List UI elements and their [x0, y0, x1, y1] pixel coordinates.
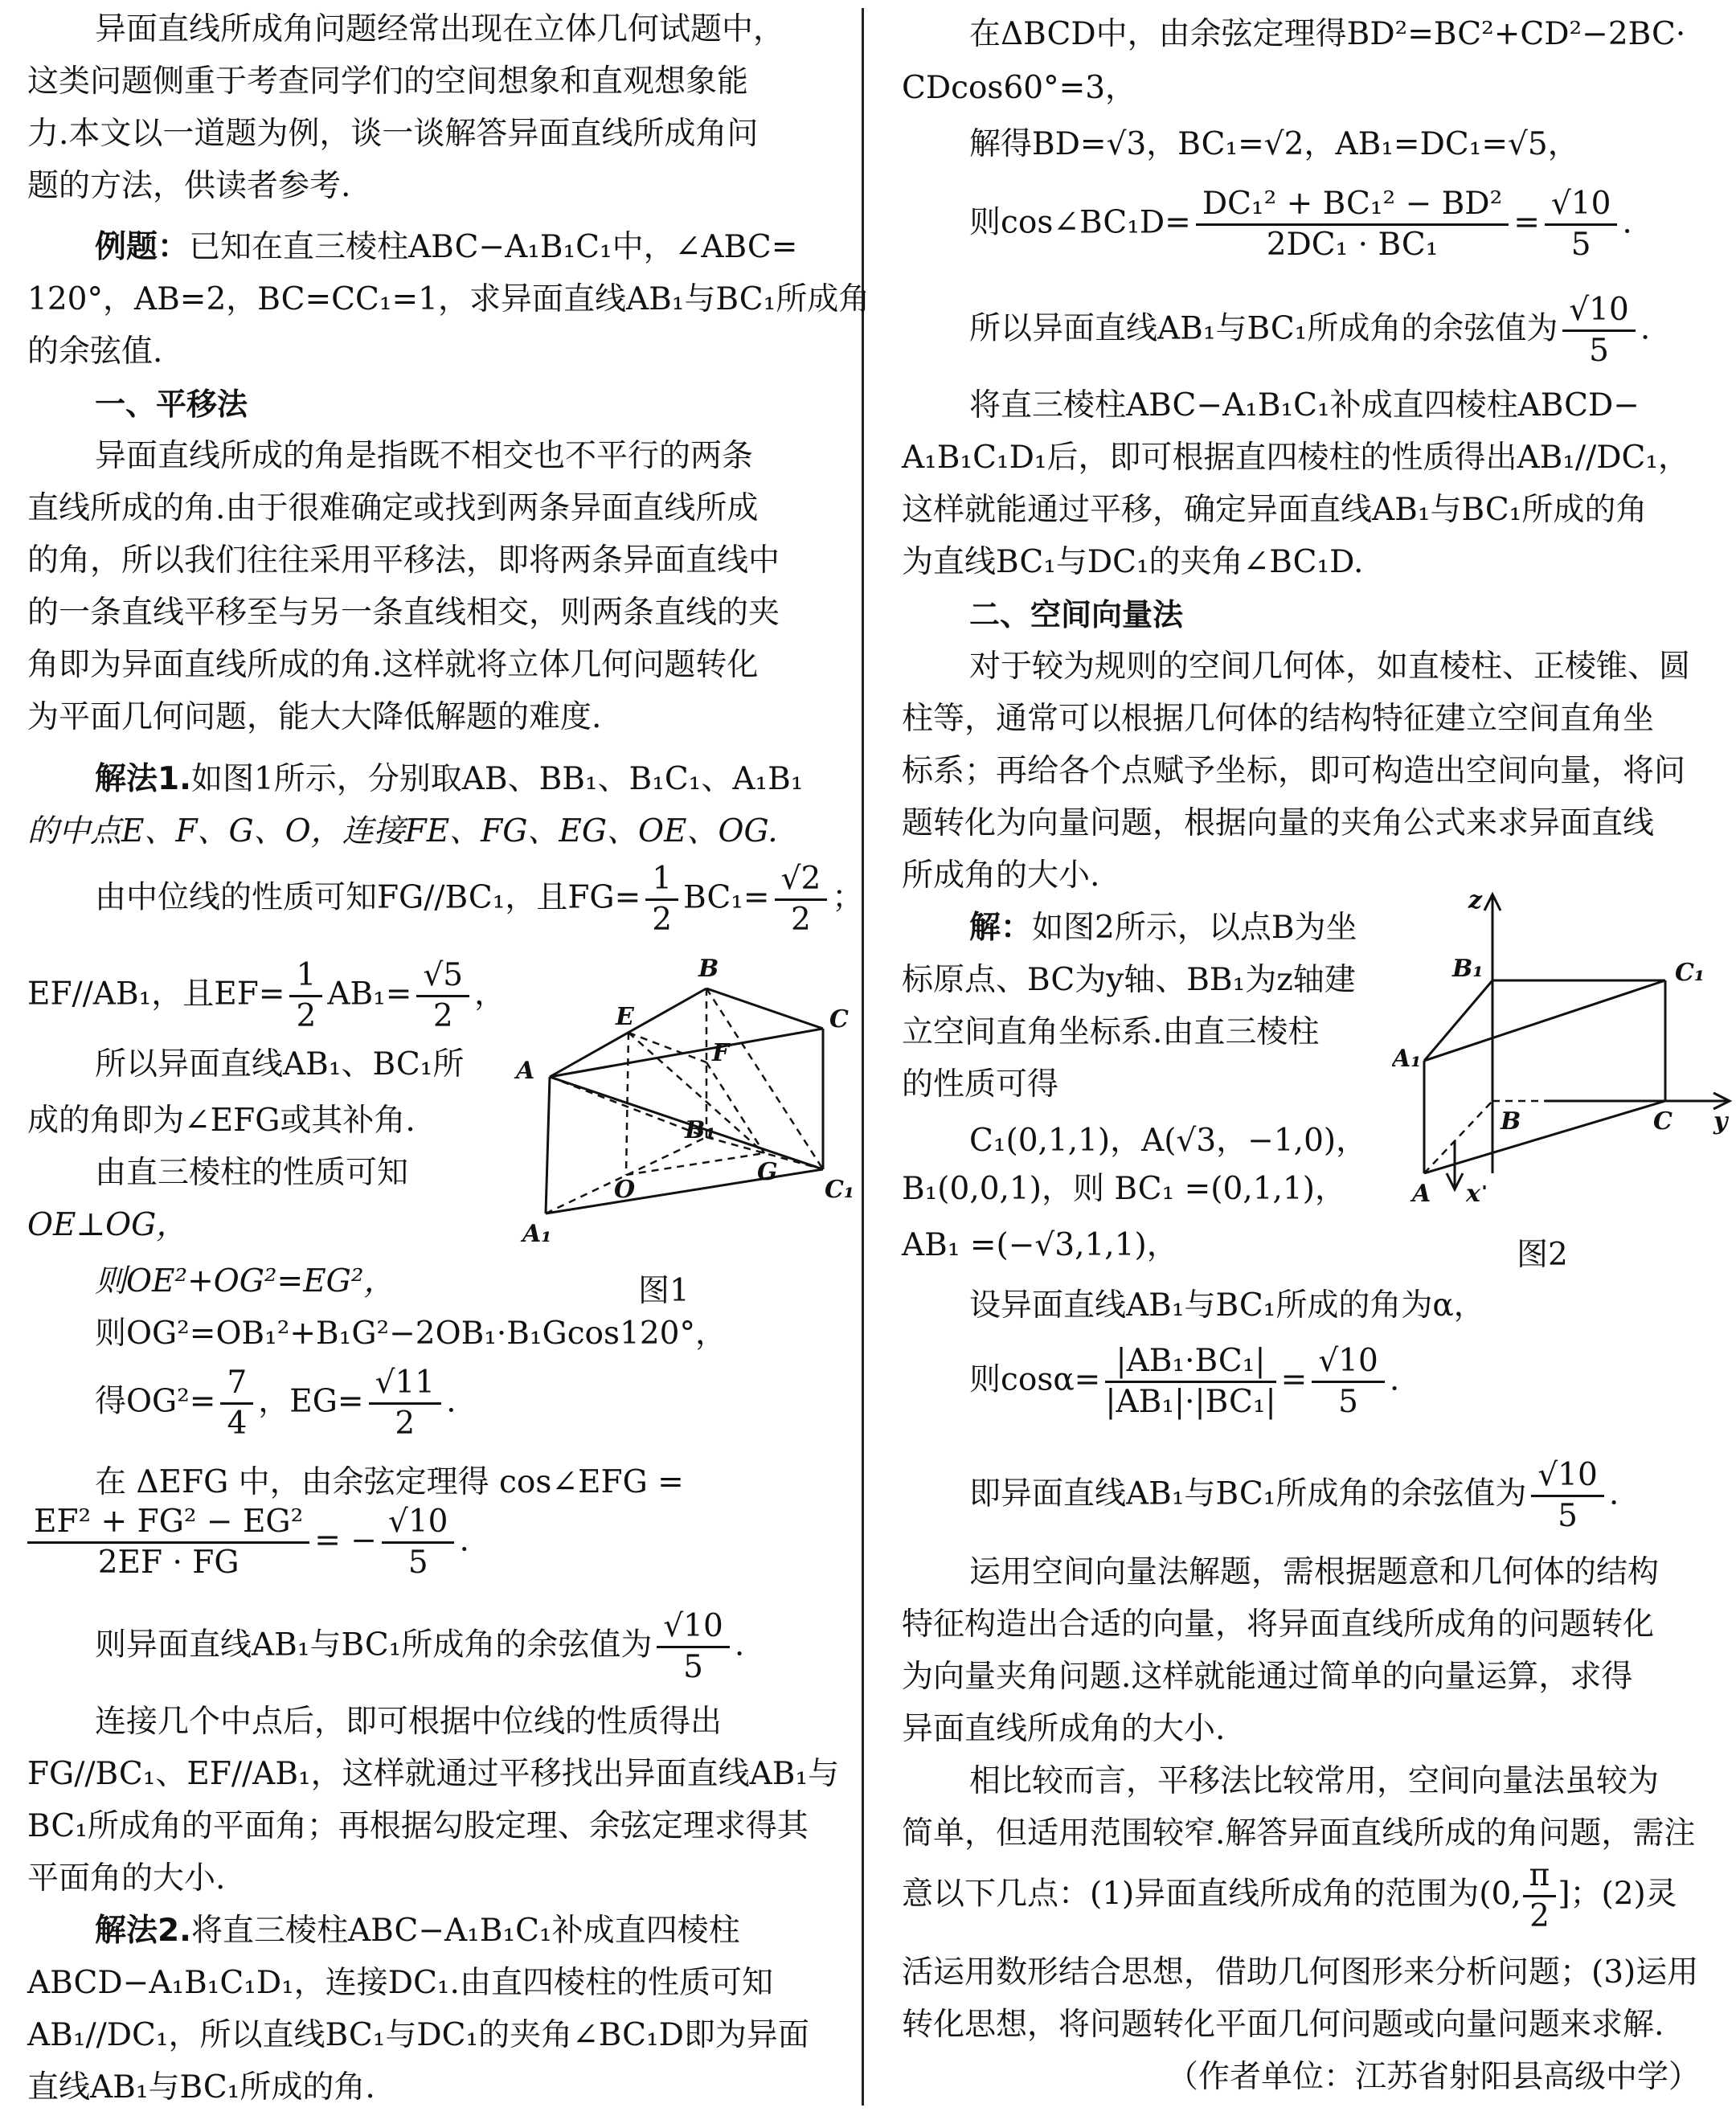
sec1-line-6: 为平面几何问题，能大大降低解题的难度. [27, 699, 602, 735]
math-text: . [1608, 1475, 1619, 1512]
solution1-label: 解法1. [95, 761, 191, 797]
figure-1-prism [510, 956, 863, 1262]
fraction [1523, 1856, 1557, 1936]
edge-aa1 [546, 1077, 550, 1213]
math-line-range [902, 1856, 1677, 1936]
math-text: . [734, 1627, 745, 1664]
math-text: . [446, 1383, 457, 1420]
math-line-answer1 [95, 1607, 744, 1687]
p3-line-2: 特征构造出合适的向量，将异面直线所成角的问题转化 [902, 1606, 1655, 1643]
figure-2-caption: 图2 [1517, 1237, 1568, 1273]
sec2-line-1: 对于较为规则的空间几何体，如直棱柱、正棱锥、圆 [969, 649, 1691, 685]
solution3-line-1 [969, 908, 1357, 948]
r1-line: 在ΔBCD中，由余弦定理得BD²=BC²+CD²−2BC· [969, 16, 1686, 52]
numerator: √10 [1562, 291, 1635, 332]
numerator: |AB₁·BC₁| [1105, 1342, 1275, 1383]
segment-ef [628, 1033, 706, 1062]
solution2-text-1: 将直三棱柱ABC−A₁B₁C₁补成直四棱柱 [190, 1913, 740, 1949]
p1-line-1: 连接几个中点后，即可根据中位线的性质得出 [95, 1704, 723, 1740]
denominator: 5 [1589, 333, 1609, 369]
p3-line-4: 异面直线所成角的大小. [902, 1711, 1226, 1747]
fraction [657, 1607, 729, 1687]
edge-ac [1424, 1101, 1665, 1173]
math-text: . [459, 1522, 469, 1559]
example-text-1: 已知在直三棱柱ABC−A₁B₁C₁中，∠ABC= [189, 229, 798, 265]
sec2-line-4: 题转化为向量问题，根据向量的夹角公式来求异面直线 [902, 805, 1655, 841]
math-text: . [1640, 310, 1651, 347]
figure-2-coordinate-prism [1392, 888, 1736, 1209]
math-line-cos-efg [27, 1503, 469, 1582]
fig1-label-b1: B₁ [685, 1116, 716, 1144]
math-text: BC₁= [683, 879, 770, 916]
sec2-line-5: 所成角的大小. [902, 857, 1100, 894]
math-line-og [95, 1364, 456, 1443]
edge-a1c1 [546, 1169, 823, 1213]
intro-line-4: 题的方法，供读者参考. [27, 168, 351, 204]
numerator: π [1523, 1856, 1557, 1897]
numerator: √11 [369, 1364, 441, 1405]
intro-line-2: 这类问题侧重于考查同学们的空间想象和直观想象能 [27, 63, 749, 100]
fig1-label-e: E [616, 1003, 634, 1031]
s2-line: 成的角即为∠EFG或其补角. [27, 1103, 416, 1139]
example-label: 例题： [95, 229, 190, 265]
fig2-label-x: x [1466, 1180, 1480, 1208]
edge-bc [706, 988, 823, 1029]
fraction [1562, 291, 1635, 370]
numerator: √2 [775, 860, 828, 901]
fraction [27, 1503, 309, 1582]
numerator: √10 [657, 1607, 729, 1648]
s6-line: 则OG²=OB₁²+B₁G²−2OB₁·B₁Gcos120°， [95, 1316, 727, 1352]
math-text: . [1389, 1361, 1400, 1398]
numerator: 7 [220, 1364, 253, 1405]
solution3-label: 解： [969, 910, 1033, 946]
fraction [416, 956, 469, 1036]
solution2-line-4: 直线AB₁与BC₁所成的角. [27, 2069, 375, 2105]
numerator: √10 [1312, 1342, 1384, 1383]
p3-line-1: 运用空间向量法解题，需根据题意和几何体的结构 [969, 1554, 1660, 1590]
p1-line-3: BC₁所成角的平面角；再根据勾股定理、余弦定理求得其 [27, 1808, 809, 1844]
example-line-1 [95, 227, 797, 268]
fraction [369, 1364, 441, 1443]
math-line-fg [95, 860, 863, 939]
p2-line-3: 这样就能通过平移，确定异面直线AB₁与BC₁所成的角 [902, 492, 1648, 528]
solution1-line-2: 的中点E、F、G、O，连接FE、FG、EG、OE、OG. [27, 813, 778, 849]
math-text: 得OG²= [95, 1383, 216, 1420]
numerator: 1 [289, 956, 322, 997]
fraction [289, 956, 322, 1036]
fraction [1105, 1342, 1275, 1422]
math-text: 意以下几点：(1)异面直线所成角的范围为(0, [902, 1876, 1521, 1913]
coord-line-1: C₁(0,1,1)，A(√3，−1,0)， [969, 1123, 1368, 1159]
math-text: EF//AB₁，且EF= [27, 976, 285, 1013]
fig1-label-a: A [516, 1057, 535, 1085]
r3-line: 解得BD=√3，BC₁=√2，AB₁=DC₁=√5， [969, 126, 1579, 162]
sec2-line-2: 柱等，通常可以根据几何体的结构特征建立空间直角坐 [902, 701, 1655, 737]
p4-line-3: 活运用数形结合思想，借助几何图形来分析问题；(3)运用 [902, 1954, 1699, 1991]
math-text: ，EG= [258, 1383, 364, 1420]
numerator: √5 [416, 956, 469, 997]
s5-line: 则OE²+OG²=EG²， [95, 1263, 395, 1299]
numerator: √10 [382, 1503, 454, 1544]
p1-line-2: FG//BC₁、EF//AB₁，这样就通过平移找出异面直线AB₁与 [27, 1756, 840, 1792]
denominator: |AB₁|·|BC₁| [1105, 1384, 1276, 1420]
fig2-label-y: y [1713, 1107, 1728, 1136]
fig1-label-f: F [712, 1039, 730, 1067]
solution2-line-2: ABCD−A₁B₁C₁D₁，连接DC₁.由直四棱柱的性质可知 [27, 1965, 773, 2001]
sec1-line-5: 角即为异面直线所成的角.这样就将立体几何问题转化 [27, 647, 759, 683]
p4-line-4: 转化思想，将问题转化平面几何问题或向量问题来求解. [902, 2007, 1664, 2043]
numerator: 1 [645, 860, 678, 901]
p2-line-4: 为直线BC₁与DC₁的夹角∠BC₁D. [902, 544, 1364, 580]
sec2-line-3: 标系；再给各个点赋予坐标，即可构造出空间向量，将问 [902, 753, 1686, 789]
r2-line: CDcos60°=3， [902, 70, 1137, 106]
math-text: = [1513, 204, 1540, 241]
math-text: 则cosα= [969, 1361, 1101, 1398]
numerator: √10 [1531, 1456, 1603, 1497]
fraction [1312, 1342, 1384, 1422]
fig1-label-g: G [757, 1158, 778, 1186]
intro-line-1: 异面直线所成角问题经常出现在立体几何试题中， [95, 11, 785, 47]
sec1-line-1: 异面直线所成的角是指既不相交也不平行的两条 [95, 438, 754, 474]
math-line-answer2 [969, 291, 1650, 370]
fraction [1545, 185, 1617, 264]
fig2-label-b1: B₁ [1452, 955, 1484, 983]
math-text: 所以异面直线AB₁与BC₁所成角的余弦值为 [969, 310, 1558, 347]
section-heading-vector: 二、空间向量法 [969, 597, 1184, 632]
math-text: 则cos∠BC₁D= [969, 204, 1191, 241]
coord-line-3: AB₁ =(−√3,1,1)， [902, 1227, 1178, 1263]
s4-line: OE⊥OG， [27, 1207, 188, 1243]
section-heading-translation: 一、平移法 [95, 387, 248, 422]
fig1-label-b: B [698, 956, 719, 983]
math-text: . [1622, 204, 1632, 241]
sec1-line-4: 的一条直线平移至与另一条直线相交，则两条直线的夹 [27, 595, 780, 631]
solution2-line-1 [95, 1911, 740, 1951]
edge-a1c1 [1424, 980, 1665, 1061]
intro-line-3: 力.本文以一道题为例，谈一谈解答异面直线所成角问 [27, 116, 759, 152]
math-line-cos-alpha [969, 1342, 1399, 1422]
example-line-2: 120°，AB=2，BC=CC₁=1，求异面直线AB₁与BC₁所成角 [27, 281, 870, 317]
math-text: ； [832, 879, 864, 916]
solution1-line-1 [95, 759, 803, 800]
fig2-label-b: B [1501, 1107, 1521, 1136]
fraction [382, 1503, 454, 1582]
r4-line: 设异面直线AB₁与BC₁所成的角为α， [969, 1287, 1485, 1324]
p1-line-4: 平面角的大小. [27, 1860, 226, 1897]
fraction [645, 860, 678, 939]
denominator: 4 [227, 1406, 248, 1442]
solution3-text-1: 如图2所示，以点B为坐 [1032, 910, 1357, 946]
numerator: DC₁² + BC₁² − BD² [1196, 185, 1509, 226]
segment-oe [626, 1033, 628, 1175]
numerator: EF² + FG² − EG² [27, 1503, 309, 1544]
numerator: √10 [1545, 185, 1617, 226]
s1-line: 所以异面直线AB₁、BC₁所 [95, 1046, 465, 1082]
fraction [775, 860, 828, 939]
fraction [220, 1364, 253, 1443]
coord-line-2: B₁(0,0,1)，则 BC₁ =(0,1,1)， [902, 1171, 1346, 1207]
solution1-text-1: 如图1所示，分别取AB、BB₁、B₁C₁、A₁B₁ [190, 761, 804, 797]
segment-og [626, 1153, 764, 1175]
fig1-label-o: O [614, 1176, 636, 1204]
fig2-label-c: C [1653, 1107, 1673, 1136]
fig2-label-a: A [1412, 1180, 1431, 1208]
math-text: AB₁= [327, 976, 412, 1013]
denominator: 5 [683, 1649, 703, 1685]
sec1-line-3: 的角，所以我们往往采用平移法，即将两条异面直线中 [27, 542, 780, 579]
author-affiliation: （作者单位：江苏省射阳县高级中学） [1167, 2059, 1701, 2095]
solution3-line-2: 标原点、BC为y轴、BB₁为z轴建 [902, 962, 1356, 998]
denominator: 2 [432, 998, 453, 1034]
fig1-label-a1: A₁ [522, 1220, 552, 1248]
solution2-line-3: AB₁//DC₁，所以直线BC₁与DC₁的夹角∠BC₁D即为异面 [27, 2017, 809, 2053]
solution3-line-4: 的性质可得 [902, 1066, 1059, 1103]
solution2-label: 解法2. [95, 1913, 191, 1949]
denominator: 2 [1529, 1898, 1550, 1934]
math-text: 由中位线的性质可知FG//BC₁，且FG= [95, 879, 641, 916]
solution3-line-3: 立空间直角坐标系.由直三棱柱 [902, 1014, 1320, 1050]
fig1-label-c: C [829, 1005, 849, 1033]
fig2-label-z: z [1468, 888, 1483, 915]
example-line-3: 的余弦值. [27, 334, 163, 370]
math-text: ， [474, 976, 506, 1013]
denominator: 5 [407, 1545, 428, 1581]
s7-line: 在 ΔEFG 中，由余弦定理得 cos∠EFG = [95, 1464, 684, 1500]
math-text: = − [314, 1522, 377, 1559]
math-text: ]；(2)灵 [1558, 1876, 1677, 1913]
fig1-label-c1: C₁ [825, 1176, 855, 1204]
sec1-line-2: 直线所成的角.由于很难确定或找到两条异面直线所成 [27, 490, 759, 526]
denominator: 2DC₁ · BC₁ [1266, 227, 1439, 263]
p4-line-2: 简单，但适用范围较窄.解答异面直线所成的角问题，需注 [902, 1815, 1696, 1852]
denominator: 2 [296, 998, 317, 1034]
fraction [1531, 1456, 1603, 1536]
denominator: 5 [1558, 1498, 1578, 1534]
denominator: 2EF · FG [97, 1545, 240, 1581]
figure-1-caption: 图1 [638, 1273, 690, 1309]
math-line-answer3 [969, 1456, 1619, 1536]
denominator: 5 [1570, 227, 1591, 263]
denominator: 5 [1338, 1384, 1358, 1420]
s3-line: 由直三棱柱的性质可知 [95, 1155, 409, 1191]
fig2-label-c1: C₁ [1675, 959, 1705, 987]
denominator: 2 [791, 902, 811, 938]
fraction [1196, 185, 1509, 264]
p2-line-2: A₁B₁C₁D₁后，即可根据直四棱柱的性质得出AB₁//DC₁， [902, 440, 1689, 476]
denominator: 2 [652, 902, 673, 938]
p4-line-1: 相比较而言，平移法比较常用，空间向量法虽较为 [969, 1763, 1660, 1799]
math-line-ef [27, 956, 506, 1036]
p2-line-1: 将直三棱柱ABC−A₁B₁C₁补成直四棱柱ABCD− [969, 387, 1640, 424]
math-text: 即异面直线AB₁与BC₁所成角的余弦值为 [969, 1475, 1527, 1512]
math-text: = [1280, 1361, 1308, 1398]
fig2-label-a1: A₁ [1392, 1045, 1422, 1073]
denominator: 2 [395, 1406, 416, 1442]
p3-line-3: 为向量夹角问题.这样就能通过简单的向量运算，求得 [902, 1659, 1633, 1695]
math-line-cos-bc1d [969, 185, 1632, 264]
math-text: 则异面直线AB₁与BC₁所成角的余弦值为 [95, 1627, 653, 1664]
